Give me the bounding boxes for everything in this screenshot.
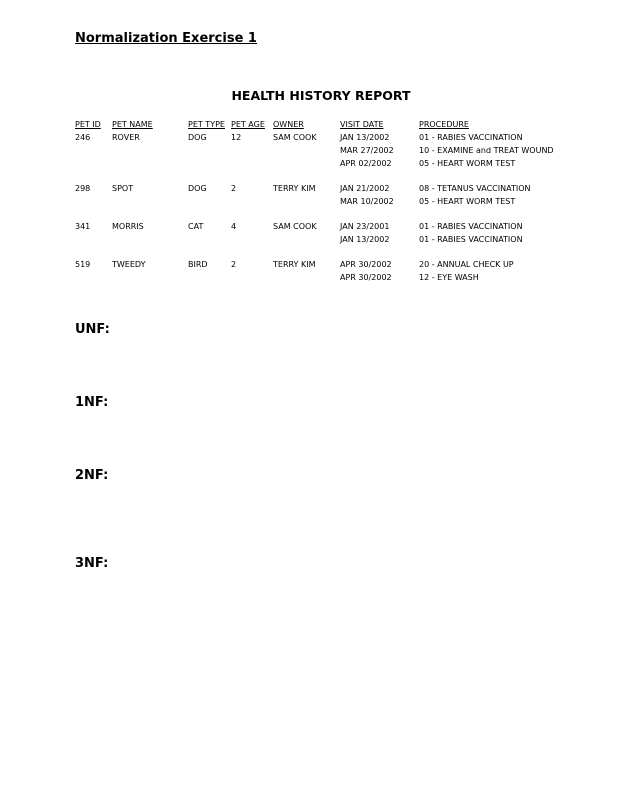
table-row xyxy=(75,195,595,208)
visit-date-cell: JAN 13/2002 xyxy=(340,133,390,142)
header-pet-age: PET AGE xyxy=(231,120,265,129)
table-row xyxy=(75,131,595,144)
report-title: HEALTH HISTORY REPORT xyxy=(231,88,411,103)
visit-date-cell: APR 30/2002 xyxy=(340,273,392,282)
pet-record xyxy=(75,182,595,208)
pet-record xyxy=(75,131,595,170)
pet-record xyxy=(75,258,595,284)
header-visit-date: VISIT DATE xyxy=(340,120,384,129)
3nf-label: 3NF: xyxy=(75,556,109,571)
owner-cell: SAM COOK xyxy=(273,222,317,231)
pet-age-cell: 4 xyxy=(231,222,237,231)
pet-record xyxy=(75,220,595,246)
visit-date-cell: APR 02/2002 xyxy=(340,159,392,168)
pet-name-cell: SPOT xyxy=(112,184,134,193)
2nf-label: 2NF: xyxy=(75,468,109,483)
procedure-cell: 01 - RABIES VACCINATION xyxy=(419,222,523,231)
procedure-cell: 01 - RABIES VACCINATION xyxy=(419,235,523,244)
pet-age-cell: 2 xyxy=(231,260,237,269)
table-row xyxy=(75,220,595,233)
visit-date-cell: MAR 10/2002 xyxy=(340,197,394,206)
table-header-row xyxy=(75,118,595,131)
pet-name-cell: MORRIS xyxy=(112,222,144,231)
procedure-cell: 20 - ANNUAL CHECK UP xyxy=(419,260,514,269)
owner-cell: SAM COOK xyxy=(273,133,317,142)
pet-id-cell: 519 xyxy=(75,260,91,269)
header-owner: OWNER xyxy=(273,120,304,129)
header-pet-id: PET ID xyxy=(75,120,101,129)
header-pet-type: PET TYPE xyxy=(188,120,225,129)
header-pet-name: PET NAME xyxy=(112,120,153,129)
document-title: Normalization Exercise 1 xyxy=(75,31,257,46)
pet-age-cell: 12 xyxy=(231,133,242,142)
pet-records xyxy=(75,131,595,284)
procedure-cell: 05 - HEART WORM TEST xyxy=(419,197,516,206)
visit-date-cell: APR 30/2002 xyxy=(340,260,392,269)
pet-id-cell: 341 xyxy=(75,222,91,231)
visit-date-cell: JAN 23/2001 xyxy=(340,222,390,231)
pet-type-cell: CAT xyxy=(188,222,204,231)
visit-date-cell: JAN 21/2002 xyxy=(340,184,390,193)
owner-cell: TERRY KIM xyxy=(273,184,316,193)
procedure-cell: 12 - EYE WASH xyxy=(419,273,479,282)
table-row xyxy=(75,157,595,170)
visit-date-cell: JAN 13/2002 xyxy=(340,235,390,244)
header-procedure: PROCEDURE xyxy=(419,120,469,129)
procedure-cell: 10 - EXAMINE and TREAT WOUND xyxy=(419,146,554,155)
pet-age-cell: 2 xyxy=(231,184,237,193)
1nf-label: 1NF: xyxy=(75,395,109,410)
pet-type-cell: BIRD xyxy=(188,260,208,269)
owner-cell: TERRY KIM xyxy=(273,260,316,269)
table-row xyxy=(75,258,595,271)
procedure-cell: 08 - TETANUS VACCINATION xyxy=(419,184,531,193)
procedure-cell: 05 - HEART WORM TEST xyxy=(419,159,516,168)
pet-type-cell: DOG xyxy=(188,184,207,193)
health-history-table xyxy=(75,118,595,296)
procedure-cell: 01 - RABIES VACCINATION xyxy=(419,133,523,142)
pet-name-cell: TWEEDY xyxy=(112,260,146,269)
unf-label: UNF: xyxy=(75,322,110,337)
visit-date-cell: MAR 27/2002 xyxy=(340,146,394,155)
table-row xyxy=(75,144,595,157)
pet-id-cell: 298 xyxy=(75,184,91,193)
table-row xyxy=(75,182,595,195)
pet-name-cell: ROVER xyxy=(112,133,140,142)
table-row xyxy=(75,233,595,246)
table-row xyxy=(75,271,595,284)
pet-id-cell: 246 xyxy=(75,133,91,142)
pet-type-cell: DOG xyxy=(188,133,207,142)
